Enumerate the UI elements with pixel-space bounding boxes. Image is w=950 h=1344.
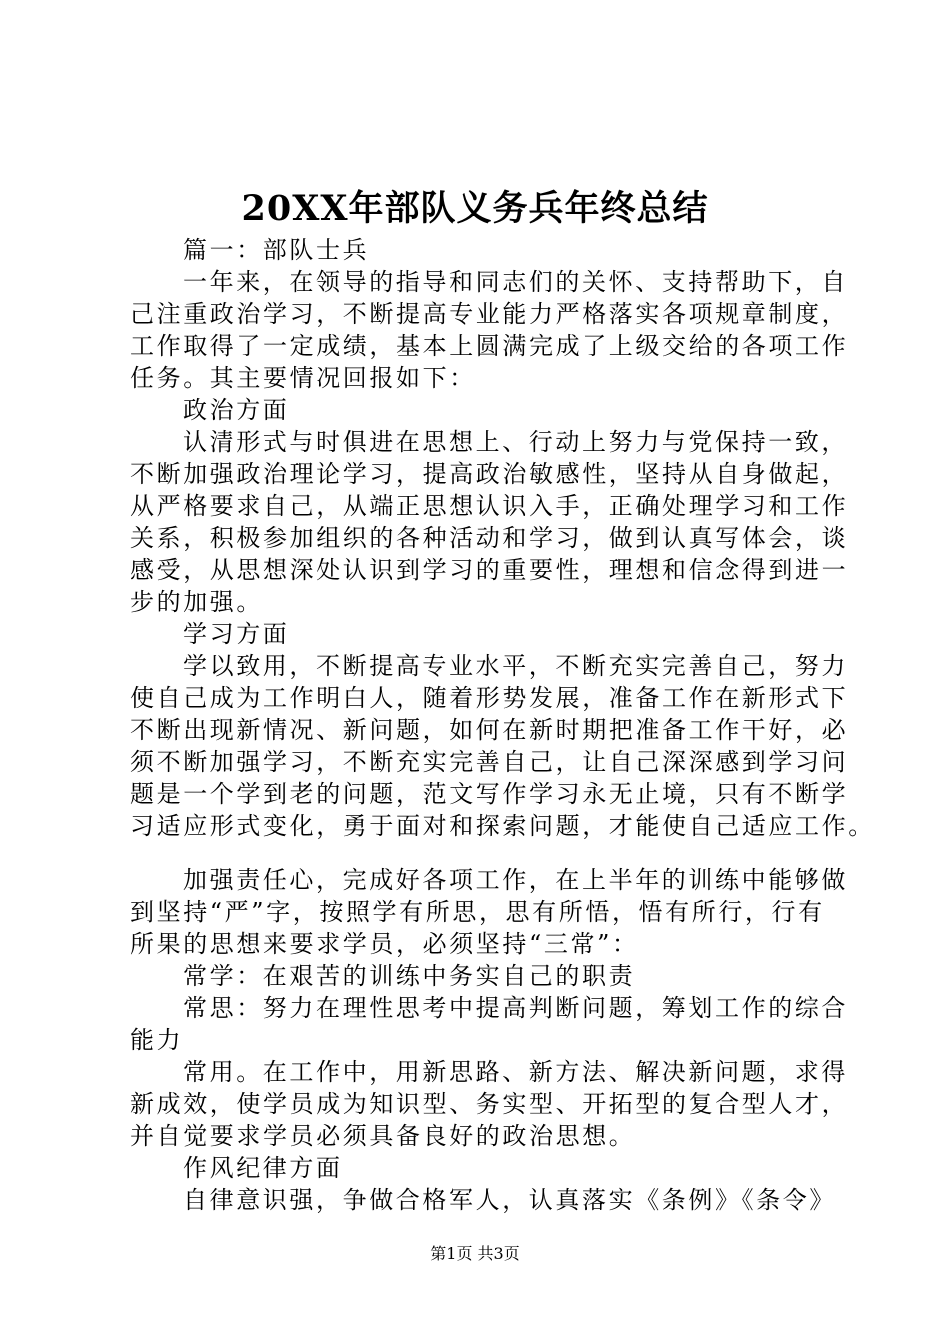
text-line: 所果的思想来要求学员，必须坚持“三常”：: [130, 930, 639, 958]
text-line: 一年来，在领导的指导和同志们的关怀、支持帮助下，自: [183, 268, 848, 296]
text-line: 自律意识强，争做合格军人，认真落实《条例》《条令》: [183, 1186, 836, 1214]
text-line: 步的加强。: [130, 588, 263, 616]
text-line: 并自觉要求学员必须具备良好的政治思想。: [130, 1122, 636, 1150]
text-line: 任务。其主要情况回报如下：: [130, 364, 476, 392]
text-line: 使自己成为工作明白人，随着形势发展，准备工作在新形式下: [130, 684, 849, 712]
text-line: 到坚持“严”字，按照学有所思，思有所悟，悟有所行，行有: [130, 898, 825, 926]
section-heading: 作风纪律方面: [183, 1154, 343, 1182]
text-line: 常学：在艰苦的训练中务实自己的职责: [183, 962, 636, 990]
text-line: 常用。在工作中，用新思路、新方法、解决新问题，求得: [183, 1058, 848, 1086]
text-line: 常思：努力在理性思考中提高判断问题，筹划工作的综合: [183, 994, 848, 1022]
text-line: 工作取得了一定成绩，基本上圆满完成了上级交给的各项工作: [130, 332, 849, 360]
text-line: 不断出现新情况、新问题，如何在新时期把准备工作干好，必: [130, 716, 849, 744]
page-number-footer: 第1页 共3页: [430, 1244, 520, 1263]
text-line: 感受，从思想深处认识到学习的重要性，理想和信念得到进一: [130, 556, 849, 584]
text-line: 习适应形式变化，勇于面对和探索问题，才能使自己适应工作。: [130, 812, 875, 840]
section-heading: 政治方面: [183, 396, 290, 424]
text-line: 己注重政治学习，不断提高专业能力严格落实各项规章制度，: [130, 300, 849, 328]
text-line: 题是一个学到老的问题，范文写作学习永无止境，只有不断学: [130, 780, 849, 808]
text-line: 篇一：部队士兵: [183, 236, 370, 264]
text-line: 学以致用，不断提高专业水平，不断充实完善自己，努力: [183, 652, 848, 680]
text-line: 关系，积极参加组织的各种活动和学习，做到认真写体会，谈: [130, 524, 849, 552]
text-line: 加强责任心，完成好各项工作，在上半年的训练中能够做: [183, 866, 848, 894]
text-line: 从严格要求自己，从端正思想认识入手，正确处理学习和工作: [130, 492, 849, 520]
section-heading: 学习方面: [183, 620, 290, 648]
text-line: 新成效，使学员成为知识型、务实型、开拓型的复合型人才，: [130, 1090, 849, 1118]
text-line: 认清形式与时俱进在思想上、行动上努力与党保持一致，: [183, 428, 848, 456]
text-line: 须不断加强学习，不断充实完善自己，让自己深深感到学习问: [130, 748, 849, 776]
text-line: 不断加强政治理论学习，提高政治敏感性，坚持从自身做起，: [130, 460, 849, 488]
text-line: 能力: [130, 1026, 184, 1054]
document-title: 20XX年部队义务兵年终总结: [241, 188, 709, 229]
